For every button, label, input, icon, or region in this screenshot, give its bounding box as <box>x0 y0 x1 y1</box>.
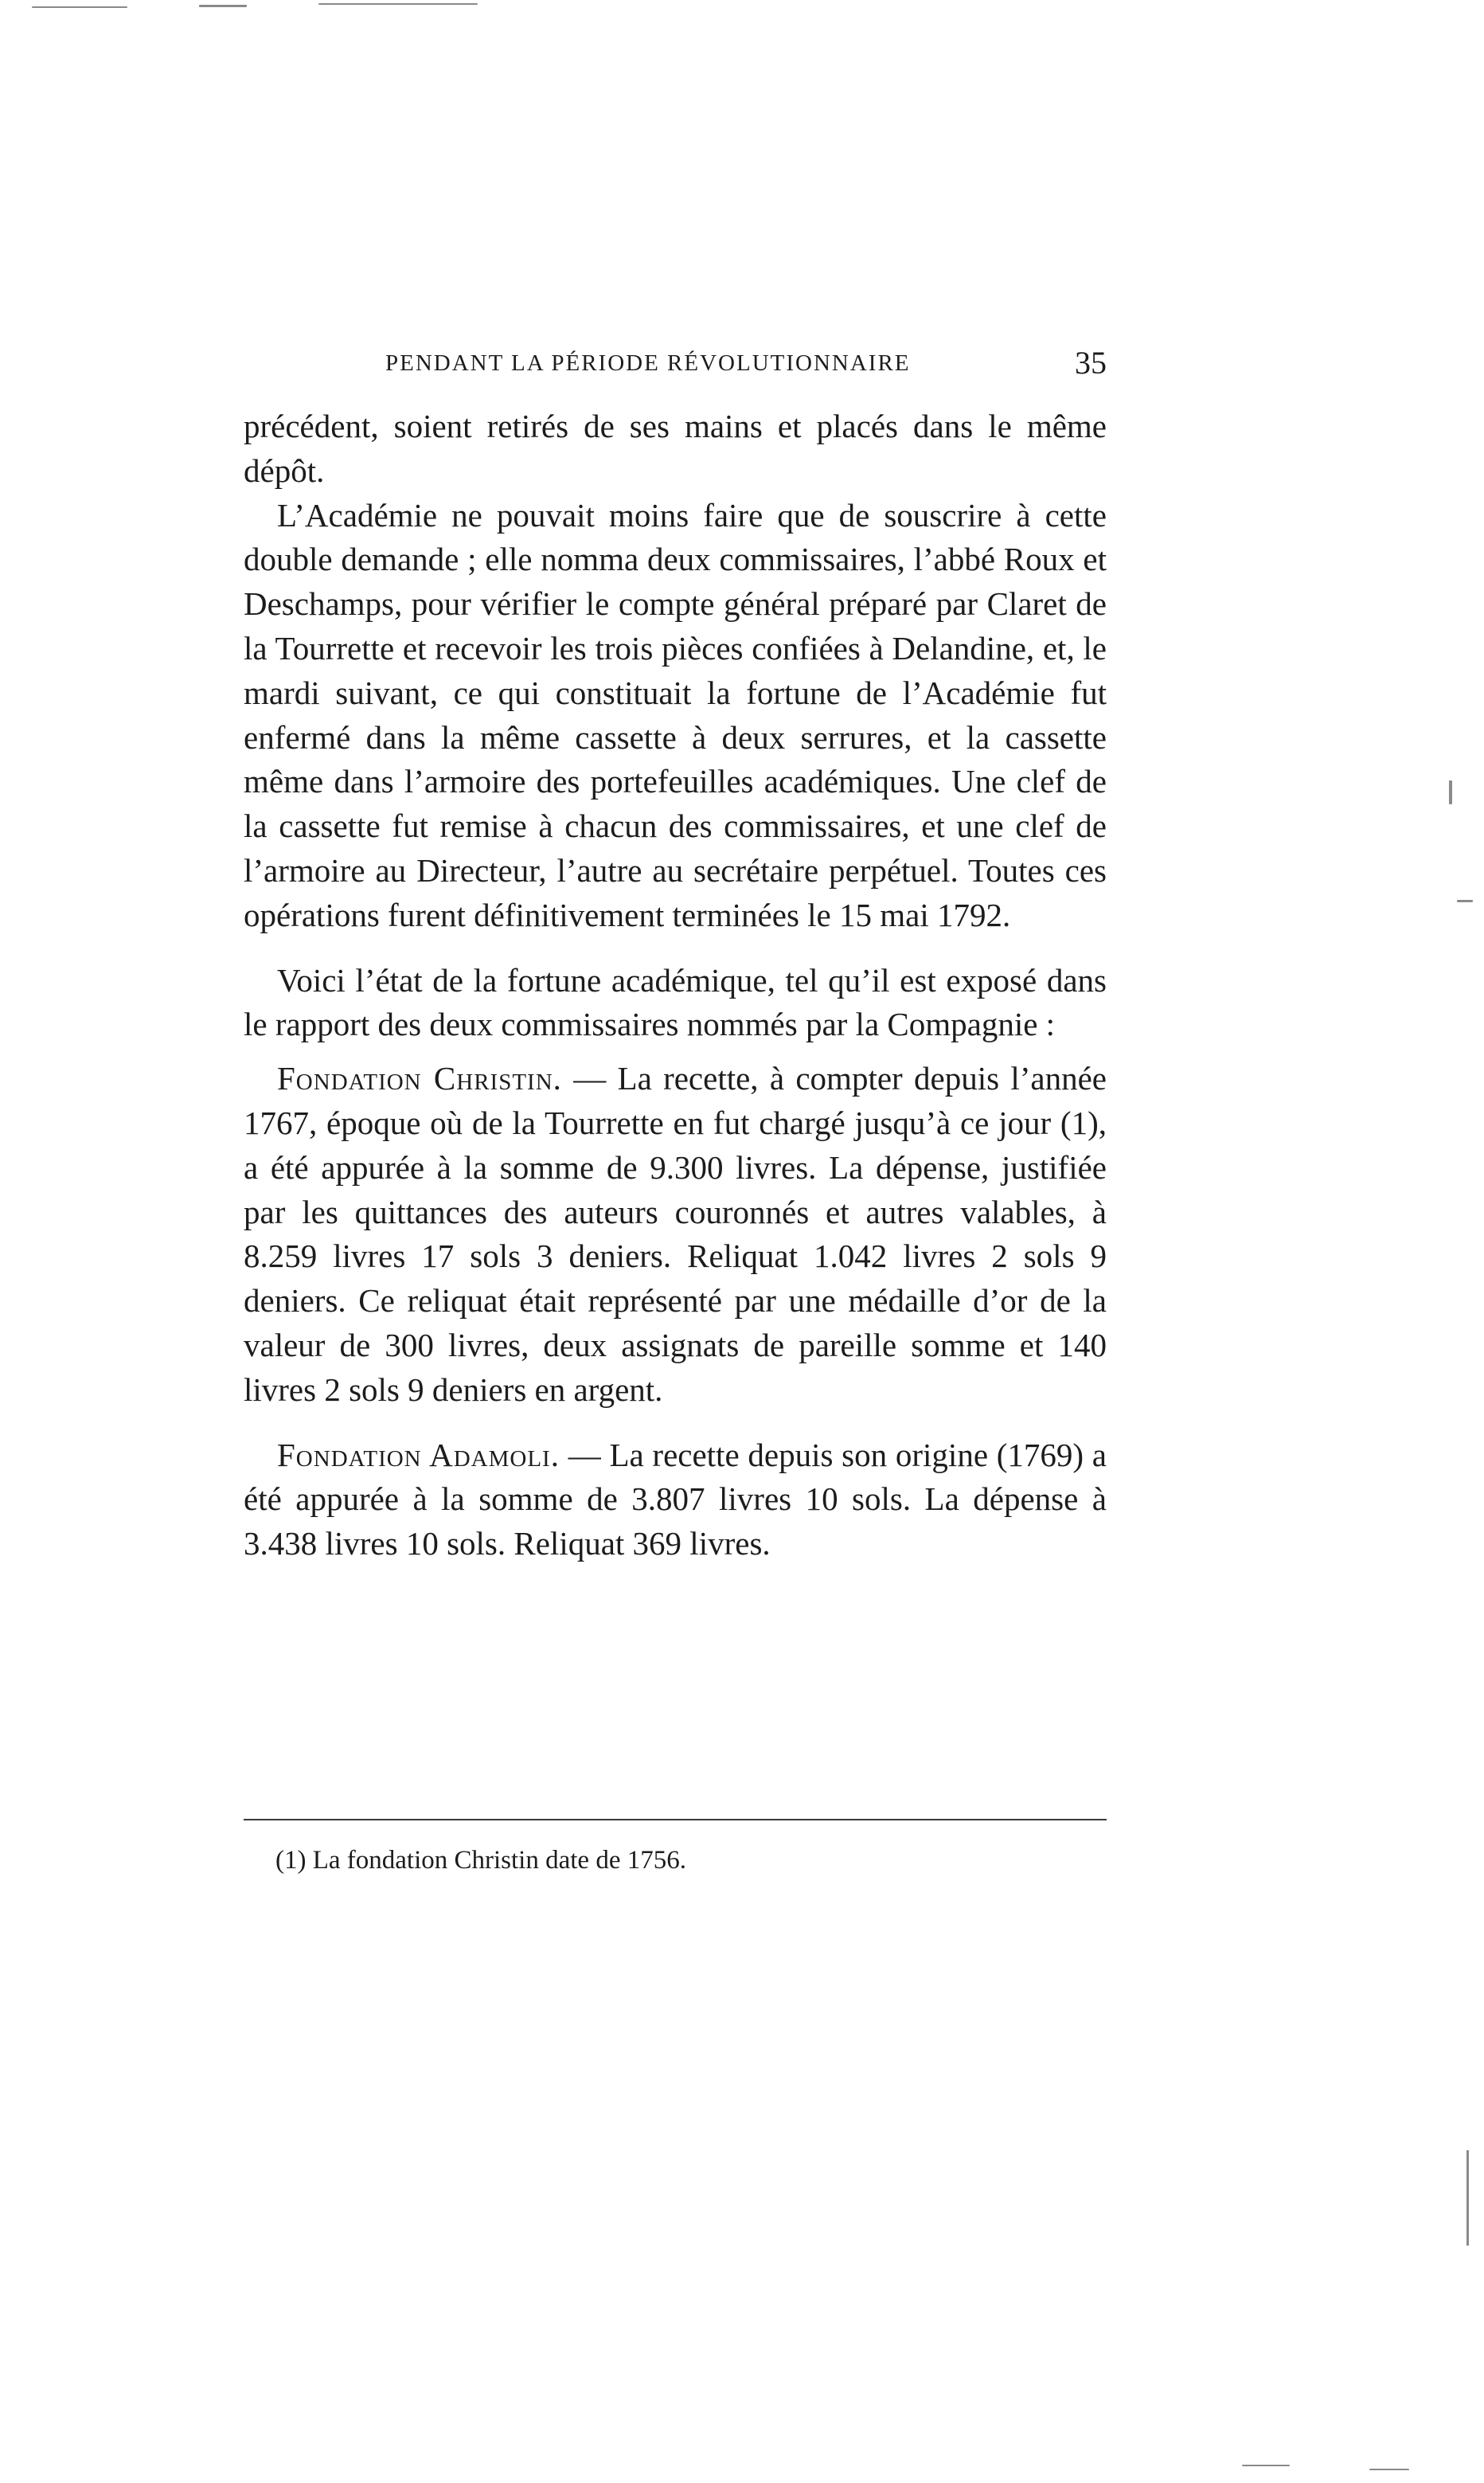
scan-speck <box>1369 2469 1409 2470</box>
scan-speck <box>1457 900 1473 902</box>
scan-speck <box>1466 2150 1469 2246</box>
paragraph-fondation-adamoli <box>244 1433 1107 1566</box>
scan-speck <box>1242 2465 1290 2466</box>
page-number: 35 <box>1075 345 1107 381</box>
running-head <box>244 344 1107 384</box>
paragraph-academie: L’Académie ne pouvait moins faire que de souscrire à cette double demande ; elle nomma deux commissaires, l’abbé Roux et Deschamps, pour vérifier le compte général préparé par Claret de la Tourrette et recevoir les trois pièces confiées à Delandine, et, le mardi suivant, ce qui constituait la fortune de l’Académie fut enfermé dans la même cassette à deux serrures, et la cassette même dans l’armoire des portefeuilles académiques. Une clef de la cassette fut remise à chacun des commissaires, et une clef de l’armoire au Directeur, l’autre au secrétaire perpétuel. Toutes ces opérations furent définitivement terminées le 15 mai 1792. <box>244 496 1107 933</box>
footnote-rule <box>244 1819 1107 1820</box>
scan-speck <box>318 3 478 5</box>
text-fondation-christin: — La recette, à compter depuis l’année 1767, époque où de la Tourrette en fut chargé jusqu’à ce jour (1), a été appurée à la somme de 9.300 livres. La dépense, justifiée par les quittances des auteurs couronnés et autres valables, à 8.259 livres 17 sols 3 deniers. Reliquat 1.042 livres 2 sols 9 deniers. Ce reliquat était représenté par une médaille d’or de la valeur de 300 livres, deux assignats de pareille somme et 140 livres 2 sols 9 deniers en argent. <box>244 1060 1107 1408</box>
heading-fondation-christin: Fondation Christin. <box>277 1060 562 1097</box>
running-title: PENDANT LA PÉRIODE RÉVOLUTIONNAIRE <box>385 350 911 376</box>
text-fondation-adamoli: — La recette depuis son origine (1769) a été appurée à la somme de 3.807 livres 10 sols. La dépense à 3.438 livres 10 sols. Reliquat 369 livres. <box>244 1436 1107 1562</box>
paragraph-fondation-christin <box>244 1057 1107 1412</box>
paragraph-etat-fortune: Voici l’état de la fortune académique, tel qu’il est exposé dans le rapport des deux commissaires nommés par la Compagnie : <box>244 961 1107 1043</box>
paragraph-continuation: précédent, soient retirés de ses mains et placés dans le même dépôt. <box>244 408 1107 489</box>
footnote: (1) La fondation Christin date de 1756. <box>275 1846 686 1875</box>
scan-speck <box>32 6 127 8</box>
heading-fondation-adamoli: Fondation Adamoli. <box>277 1436 560 1473</box>
scan-speck <box>1449 780 1452 804</box>
body-text <box>244 405 1107 1566</box>
scan-speck <box>199 5 247 7</box>
